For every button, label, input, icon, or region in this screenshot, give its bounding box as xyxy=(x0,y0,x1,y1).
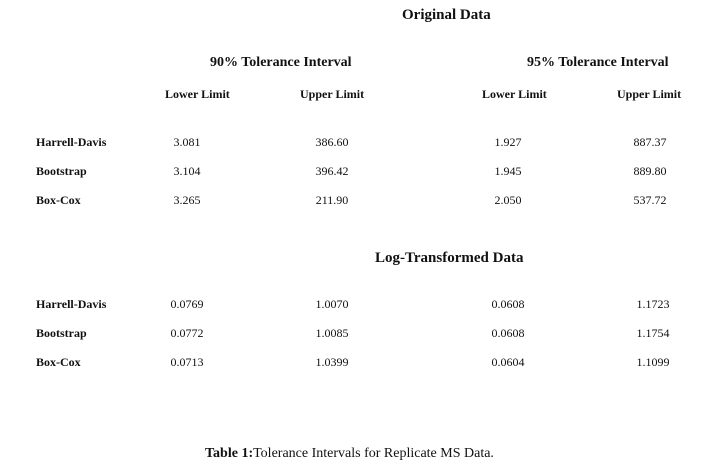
table-cell: 537.72 xyxy=(633,193,667,207)
table-cell: 211.90 xyxy=(315,193,349,207)
column-header-90-lower: Lower Limit xyxy=(165,87,230,101)
table-cell: 0.0604 xyxy=(491,355,525,369)
column-header-95-upper: Upper Limit xyxy=(617,87,682,101)
table-cell: 3.265 xyxy=(173,193,201,207)
table-cell: 1.1723 xyxy=(636,297,670,311)
table-cell: 0.0608 xyxy=(491,326,525,340)
row-label: Box-Cox xyxy=(36,193,81,207)
table-cell: 1.1754 xyxy=(636,326,670,340)
table-cell: 1.1099 xyxy=(636,355,670,369)
interval-group-95: 95% Tolerance Interval xyxy=(527,55,669,70)
table-caption xyxy=(205,446,494,462)
table-cell: 396.42 xyxy=(315,164,349,178)
table-cell: 0.0608 xyxy=(491,297,525,311)
table-cell: 1.927 xyxy=(494,135,522,149)
table-cell: 887.37 xyxy=(633,135,667,149)
table-cell: 386.60 xyxy=(315,135,349,149)
row-label: Bootstrap xyxy=(36,326,87,340)
section-title-log-transformed: Log-Transformed Data xyxy=(375,250,524,266)
interval-group-90: 90% Tolerance Interval xyxy=(210,55,352,70)
section-title-original: Original Data xyxy=(402,7,491,23)
table-cell: 2.050 xyxy=(494,193,522,207)
table-cell: 3.081 xyxy=(173,135,201,149)
table-cell: 889.80 xyxy=(633,164,667,178)
row-label: Box-Cox xyxy=(36,355,81,369)
table-cell: 1.945 xyxy=(494,164,522,178)
row-label: Bootstrap xyxy=(36,164,87,178)
column-header-90-upper: Upper Limit xyxy=(300,87,365,101)
table-cell: 1.0070 xyxy=(315,297,349,311)
table-cell: 1.0399 xyxy=(315,355,349,369)
caption-label: Table 1: xyxy=(205,446,254,461)
table-cell: 0.0772 xyxy=(170,326,204,340)
table-cell: 3.104 xyxy=(173,164,201,178)
table-cell: 0.0769 xyxy=(170,297,204,311)
table-cell: 0.0713 xyxy=(170,355,204,369)
column-header-95-lower: Lower Limit xyxy=(482,87,547,101)
row-label: Harrell-Davis xyxy=(36,297,107,311)
table-cell: 1.0085 xyxy=(315,326,349,340)
row-label: Harrell-Davis xyxy=(36,135,107,149)
caption-text: Tolerance Intervals for Replicate MS Data. xyxy=(253,446,494,461)
